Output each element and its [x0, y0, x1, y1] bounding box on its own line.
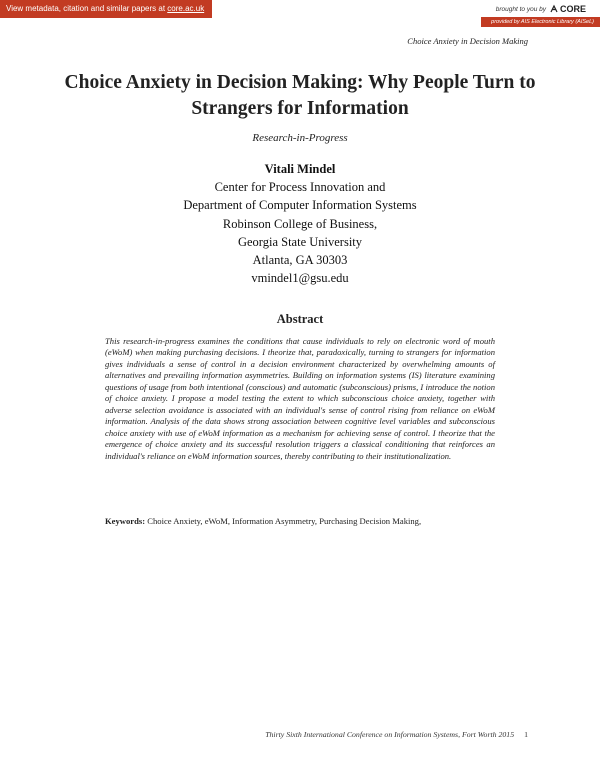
paper-subtitle: Research-in-Progress	[252, 132, 348, 144]
paper-title: Choice Anxiety in Decision Making: Why People Turn to Strangers for Information	[64, 72, 536, 119]
core-logo-icon	[549, 4, 559, 14]
page-number: 1	[524, 730, 528, 739]
affiliation-line: Department of Computer Information Systems	[183, 198, 417, 213]
affiliation-line: Center for Process Innovation and	[214, 180, 386, 195]
core-banner	[0, 0, 600, 28]
affiliation-line: Georgia State University	[237, 234, 363, 249]
author-block	[0, 160, 600, 287]
core-brought-by[interactable]	[496, 4, 586, 14]
keywords	[105, 516, 495, 527]
affiliation-line: Robinson College of Business,	[222, 216, 378, 231]
brought-by-text: brought to you by	[495, 5, 546, 13]
author-email: vmindel1@gsu.edu	[251, 271, 349, 286]
footer-conference: Thirty Sixth International Conference on Information Systems, Fort Worth 2015	[265, 730, 515, 739]
core-logo[interactable]	[549, 4, 586, 14]
core-link-prefix: View metadata, citation and similar papers at	[6, 4, 168, 13]
core-link-domain[interactable]: core.ac.uk	[167, 4, 205, 13]
affiliation-line: Atlanta, GA 30303	[252, 253, 348, 268]
keywords-label: Keywords:	[105, 516, 146, 526]
core-logo-text: CORE	[559, 4, 586, 14]
core-provided-by[interactable]: provided by AIS Electronic Library (AISeL)	[481, 17, 600, 27]
author-name: Vitali Mindel	[264, 162, 336, 176]
running-head: Choice Anxiety in Decision Making	[407, 36, 528, 46]
abstract-text: This research-in-progress examines the conditions that cause individuals to rely on electronic word of mouth (eWoM) when making purchasing decisions. I theorize that, paradoxically, turning to strangers for information gives individuals a sense of control in a decision environment characterized by overwhelming amounts of alternatives and prevailing information asymmetries. Building on information systems (IS) literature examining questions of usage from both intentional (conscious) and automatic (subconscious) prisms, I introduce the notion of choice anxiety. I propose a model testing the extent to which subconscious choice anxiety, together with adverse selection avoidance is associated with an individual's sense of control rising from reliance on eWoM information. Analysis of the data shows strong association between cognitive level variables and subconscious choice anxiety with use of eWoM information as a mechanism for achieving sense of control. I theorize that the emergence of choice anxiety and its successful resolution triggers a classical conditioning that reinforces an individual's reliance on eWoM information sources, thereby contributing to their institutionalization.	[105, 336, 495, 461]
core-metadata-link[interactable]	[0, 0, 212, 18]
keywords-text: Choice Anxiety, eWoM, Information Asymmetry, Purchasing Decision Making,	[145, 516, 422, 526]
page-footer	[265, 730, 528, 739]
abstract-heading: Abstract	[276, 312, 324, 326]
